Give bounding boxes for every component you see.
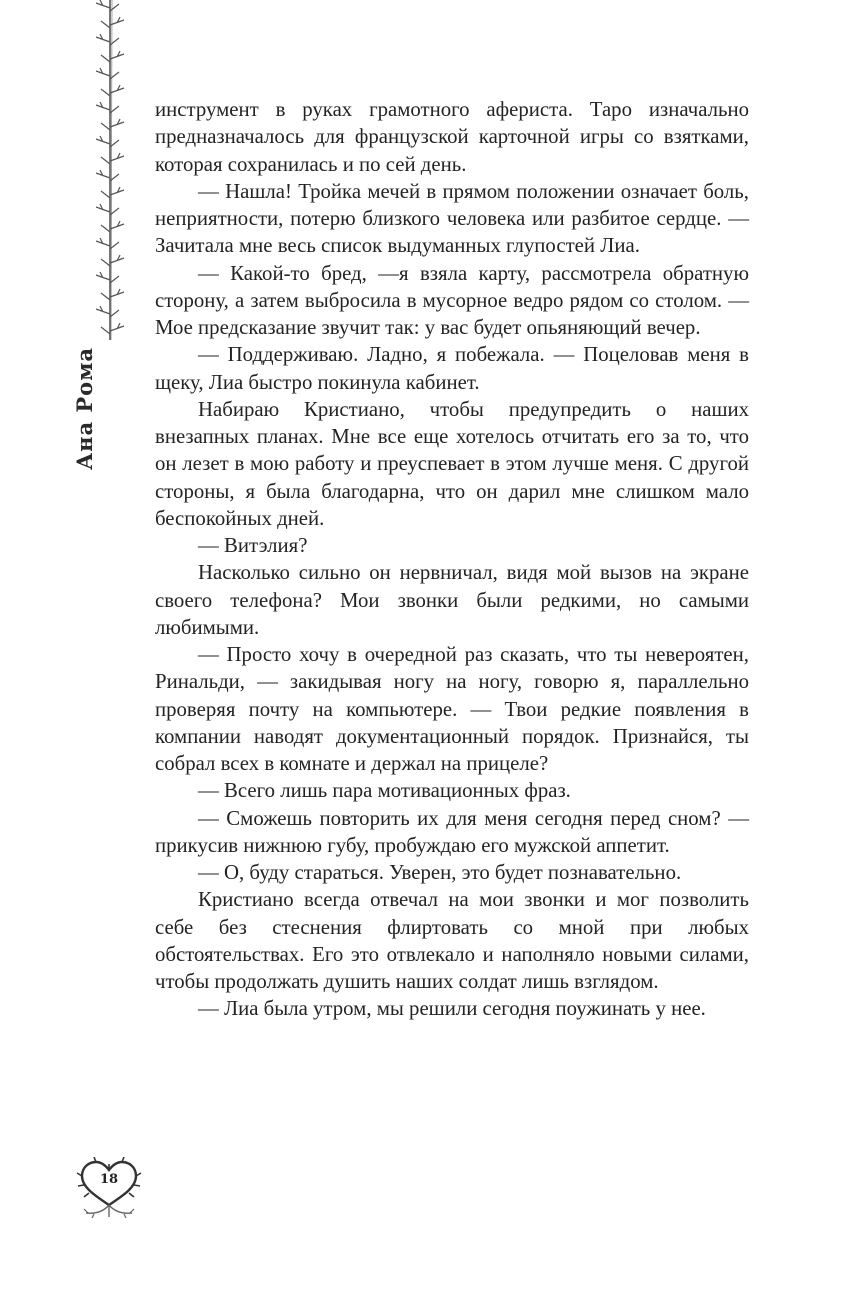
paragraph: — Сможешь повторить их для меня сегодня перед сном? — прикусив нижнюю губу, пробуждаю его мужской аппетит.	[155, 806, 749, 857]
paragraph: — Лиа была утром, мы решили сегодня поужинать у нее.	[198, 997, 706, 1021]
thorn-vine-ornament	[82, 0, 142, 345]
author-name: Ана Рома	[72, 346, 97, 470]
paragraph: — Поддерживаю. Ладно, я побежала. — Поцеловав меня в щеку, Лиа быстро покинула кабинет.	[155, 343, 749, 394]
paragraph: Насколько сильно он нервничал, видя мой вызов на экране своего телефона? Мои звонки были редкими, но самыми любимыми.	[155, 561, 749, 639]
paragraph: — Просто хочу в очередной раз сказать, что ты невероятен, Ринальди, — закидывая ногу на ногу, говорю я, параллельно проверяя почту на компьютере. — Твои редкие появления в компании наводят документационный порядок. Признайся, ты собрал всех в комнате и держал на прицеле?	[155, 643, 749, 775]
body-text	[155, 96, 749, 1023]
page-number: 18	[99, 1172, 119, 1187]
paragraph: — Какой-то бред, —я взяла карту, рассмотрела обратную сторону, а затем выбросила в мусорное ведро рядом со столом. — Мое предсказание звучит так: у вас будет опьяняющий вечер.	[155, 261, 749, 339]
heart-thorn-ornament	[74, 1157, 144, 1219]
paragraph: — Витэлия?	[198, 534, 308, 557]
paragraph: — О, буду стараться. Уверен, это будет познавательно.	[198, 861, 682, 884]
paragraph: — Нашла! Тройка мечей в прямом положении означает боль, неприятности, потерю близкого человека или разбитое сердце. — Зачитала мне весь список выдуманных глупостей Лиа.	[155, 179, 749, 258]
paragraph: Кристиано всегда отвечал на мои звонки и мог позволить себе без стеснения флиртовать со мной при любых обстоятельствах. Его это отвлекало и наполняло новыми силами, чтобы продолжать душить наших солдат лишь взглядом.	[155, 888, 749, 993]
paragraph: инструмент в руках грамотного афериста. Таро изначально предназначалось для французской карточной игры со взятками, которая сохранилась и по сей день.	[155, 98, 749, 176]
paragraph: Набираю Кристиано, чтобы предупредить о наших внезапных планах. Мне все еще хотелось отчитать его за то, что он лезет в мою работу и преуспевает в этом лучше меня. С другой стороны, я была благодарна, что он дарил мне слишком мало беспокойных дней.	[155, 397, 749, 530]
paragraph: — Всего лишь пара мотивационных фраз.	[198, 779, 571, 803]
